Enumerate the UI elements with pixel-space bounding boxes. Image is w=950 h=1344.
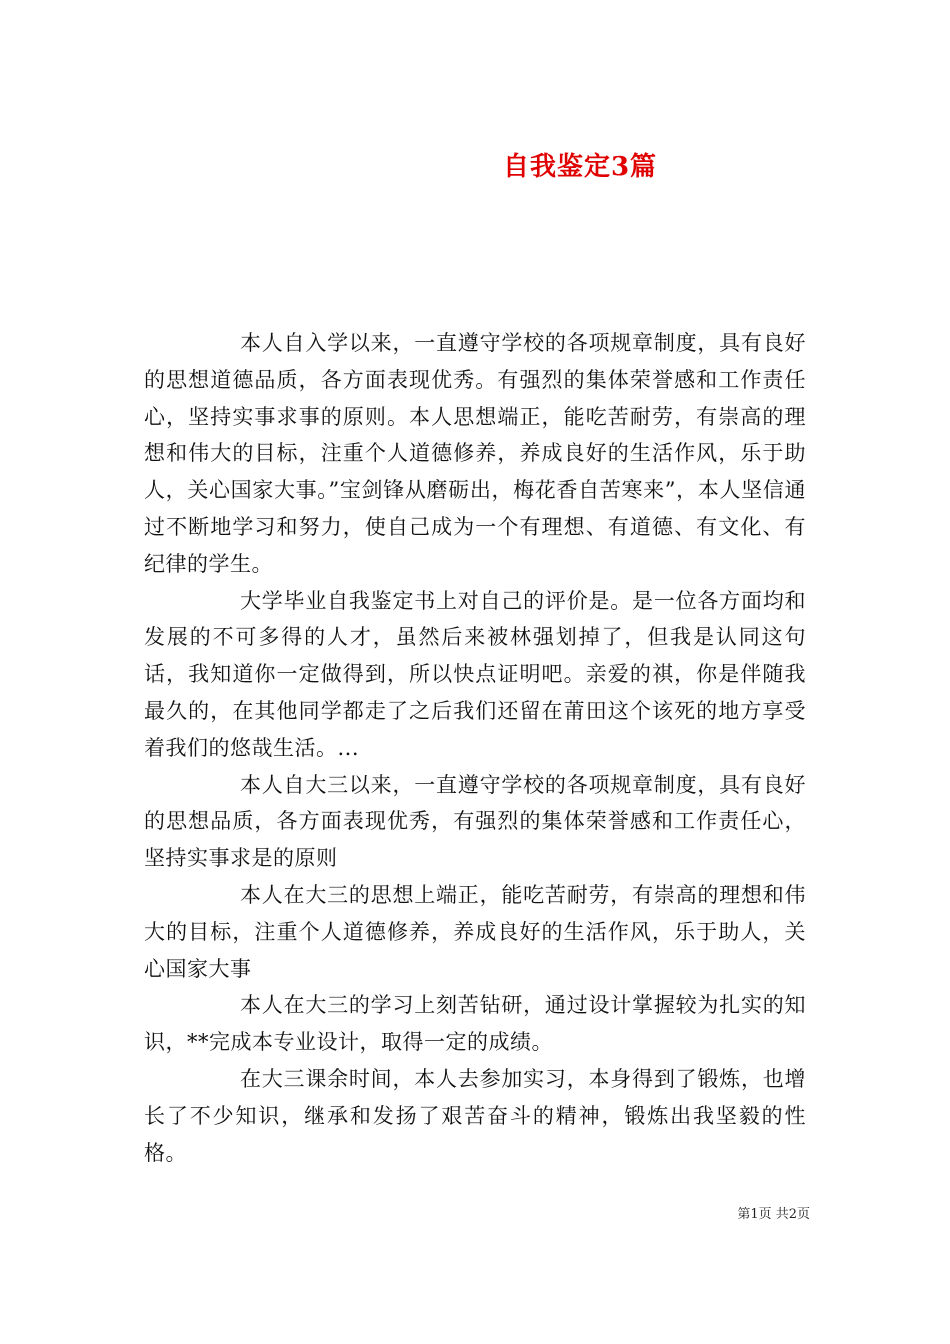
paragraph: 本人自入学以来，一直遵守学校的各项规章制度，具有良好的思想道德品质，各方面表现优秀。有强烈的集体荣誉感和工作责任心，坚持实事求事的原则。本人思想端正，能吃苦耐劳，有崇高的理想和伟大的目标，注重个人道德修养，养成良好的生活作风，乐于助人，关心国家大事。”宝剑锋从磨砺出，梅花香自苦寒来”，本人坚信通过不断地学习和努力，使自己成为一个有理想、有道德、有文化、有纪律的学生。 (144, 331, 806, 576)
page-title: 自我鉴定3篇 (502, 152, 658, 183)
page-number-footer: 第1页 共2页 (737, 1207, 810, 1222)
document-body (144, 325, 806, 1171)
paragraph: 在大三课余时间，本人去参加实习，本身得到了锻炼，也增长了不少知识，继承和发扬了艰苦奋斗的精神，锻炼出我坚毅的性格。 (144, 1066, 806, 1165)
paragraph: 大学毕业自我鉴定书上对自己的评价是。是一位各方面均和发展的不可多得的人才，虽然后来被林强划掉了，但我是认同这句话，我知道你一定做得到，所以快点证明吧。亲爱的祺，你是伴随我最久的，在其他同学都走了之后我们还留在莆田这个该死的地方享受着我们的悠哉生活。... (144, 588, 806, 760)
paragraph: 本人在大三的思想上端正，能吃苦耐劳，有崇高的理想和伟大的目标，注重个人道德修养，养成良好的生活作风，乐于助人，关心国家大事 (144, 882, 806, 981)
paragraph: 本人在大三的学习上刻苦钻研，通过设计掌握较为扎实的知识，**完成本专业设计，取得一定的成绩。 (144, 993, 806, 1055)
paragraph: 本人自大三以来，一直遵守学校的各项规章制度，具有良好的思想品质，各方面表现优秀，有强烈的集体荣誉感和工作责任心，坚持实事求是的原则 (144, 772, 806, 871)
